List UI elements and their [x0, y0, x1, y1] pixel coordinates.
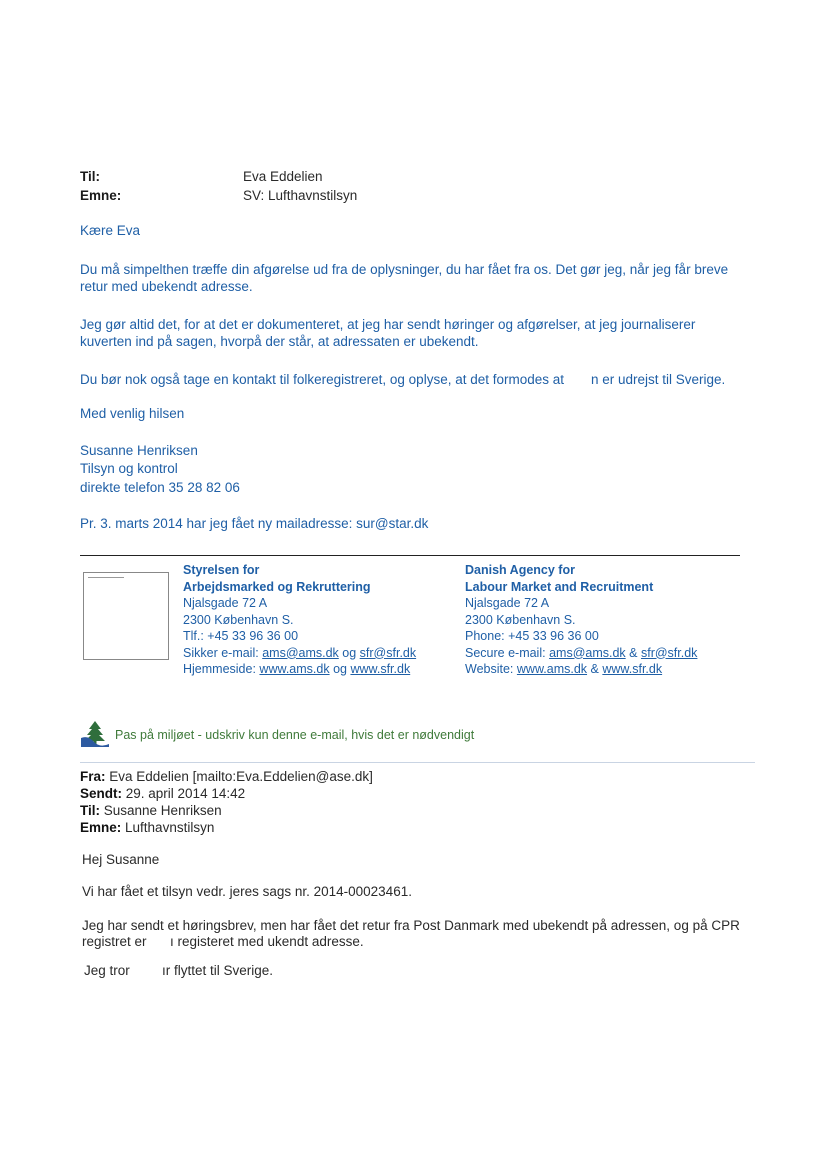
- sig-en-web-label: Website:: [465, 662, 514, 676]
- sig-en-phone: Phone: +45 33 96 36 00: [465, 629, 599, 643]
- sig-da-email-label: Sikker e-mail:: [183, 645, 259, 660]
- sig-da-email-1-link[interactable]: ams@ams.dk: [262, 645, 339, 660]
- sig-en-org-line-2: Labour Market and Recruitment: [465, 579, 654, 594]
- original-paragraph-2-line-2b: ı registeret med ukendt adresse.: [170, 934, 364, 949]
- greeting: Kære Eva: [80, 223, 141, 238]
- sig-da-org-line-1: Styrelsen for: [183, 563, 260, 577]
- to-label: Til:: [80, 169, 100, 184]
- sig-en-street: Njalsgade 72 A: [465, 596, 550, 610]
- original-to-row: [80, 803, 222, 818]
- sig-en-email-label: Secure e-mail:: [465, 645, 546, 660]
- original-subject-label: Emne:: [80, 820, 122, 835]
- sender-phone: direkte telefon 35 28 82 06: [80, 480, 240, 495]
- signature-danish: [183, 562, 416, 678]
- paragraph-1-line-2: retur med ubekendt adresse.: [80, 279, 253, 294]
- sig-en-web-row: [465, 661, 697, 678]
- sig-da-city: 2300 København S.: [183, 612, 294, 627]
- sig-en-web-2-link[interactable]: www.sfr.dk: [602, 662, 663, 676]
- sig-en-org-line-1: Danish Agency for: [465, 563, 575, 577]
- sig-da-web-1-link[interactable]: www.ams.dk: [259, 662, 330, 676]
- sig-da-email-2-link[interactable]: sfr@sfr.dk: [359, 645, 417, 660]
- sig-da-web-row: [183, 661, 416, 678]
- sig-en-email-join: &: [629, 645, 638, 660]
- original-to-value: Susanne Henriksen: [103, 803, 222, 818]
- paragraph-2-line-1: Jeg gør altid det, for at det er dokumenteret, at jeg har sendt høringer og afgørelser, at jeg journaliserer: [80, 317, 696, 332]
- original-paragraph-2-line-2a: registret er: [82, 934, 147, 949]
- sig-en-email-1-link[interactable]: ams@ams.dk: [549, 645, 626, 660]
- paragraph-3-part-2: n er udrejst til Sverige.: [591, 372, 726, 387]
- subject-label: Emne:: [80, 188, 122, 203]
- original-sent-row: [80, 786, 245, 801]
- original-paragraph-3b: ır flyttet til Sverige.: [162, 963, 274, 978]
- subject-value: SV: Lufthavnstilsyn: [243, 188, 358, 203]
- sig-da-street: Njalsgade 72 A: [183, 596, 268, 610]
- paragraph-3-part-1: Du bør nok også tage en kontakt til folkeregistreret, og oplyse, at det formodes at: [80, 372, 565, 387]
- sig-en-web-join: &: [590, 662, 599, 676]
- sender-department: Tilsyn og kontrol: [80, 461, 178, 476]
- original-paragraph-1: Vi har fået et tilsyn vedr. jeres sags nr. 2014-00023461.: [82, 884, 412, 899]
- original-paragraph-2-line-1: Jeg har sendt et høringsbrev, men har fået det retur fra Post Danmark med ubekendt på adressen, og på CPR: [82, 918, 740, 933]
- original-paragraph-3a: Jeg tror: [84, 963, 130, 978]
- sig-en-email-row: [465, 645, 697, 662]
- paragraph-2-line-2: kuverten ind på sagen, hvorpå der står, at adressaten er ubekendt.: [80, 334, 479, 349]
- sig-da-org-line-2: Arbejdsmarked og Rekruttering: [183, 579, 371, 594]
- original-to-label: Til:: [80, 803, 100, 818]
- original-sent-label: Sendt:: [80, 786, 122, 801]
- logo-mark: [88, 577, 124, 578]
- signature-english: [465, 562, 697, 678]
- closing: Med venlig hilsen: [80, 406, 185, 421]
- sig-en-city: 2300 København S.: [465, 612, 576, 627]
- mail-address-notice: Pr. 3. marts 2014 har jeg fået ny mailadresse: sur@star.dk: [80, 516, 429, 531]
- to-value: Eva Eddelien: [243, 169, 323, 184]
- agency-logo: [83, 572, 169, 660]
- original-greeting: Hej Susanne: [82, 852, 160, 867]
- sig-da-web-2-link[interactable]: www.sfr.dk: [350, 662, 411, 676]
- forward-divider: [80, 762, 755, 763]
- eco-notice: Pas på miljøet - udskriv kun denne e-mail, hvis det er nødvendigt: [115, 728, 475, 742]
- original-subject-row: [80, 820, 214, 835]
- signature-divider: [80, 555, 740, 556]
- sender-name: Susanne Henriksen: [80, 443, 198, 458]
- sig-da-email-row: [183, 645, 416, 662]
- original-from-label: Fra:: [80, 769, 106, 784]
- original-from-value: Eva Eddelien [mailto:Eva.Eddelien@ase.dk]: [109, 769, 373, 784]
- sig-da-email-join: og: [342, 645, 357, 660]
- tree-icon: [80, 720, 110, 748]
- sig-da-web-label: Hjemmeside:: [183, 662, 256, 676]
- original-sent-value: 29. april 2014 14:42: [125, 786, 246, 801]
- sig-da-phone: Tlf.: +45 33 96 36 00: [183, 629, 299, 643]
- paragraph-1-line-1: Du må simpelthen træffe din afgørelse ud fra de oplysninger, du har fået fra os. Det gør jeg, når jeg får breve: [80, 262, 729, 277]
- original-subject-value: Lufthavnstilsyn: [125, 820, 215, 835]
- sig-en-email-2-link[interactable]: sfr@sfr.dk: [640, 645, 698, 660]
- sig-en-web-1-link[interactable]: www.ams.dk: [516, 662, 588, 676]
- original-from-row: [80, 769, 373, 784]
- sig-da-web-join: og: [333, 662, 347, 676]
